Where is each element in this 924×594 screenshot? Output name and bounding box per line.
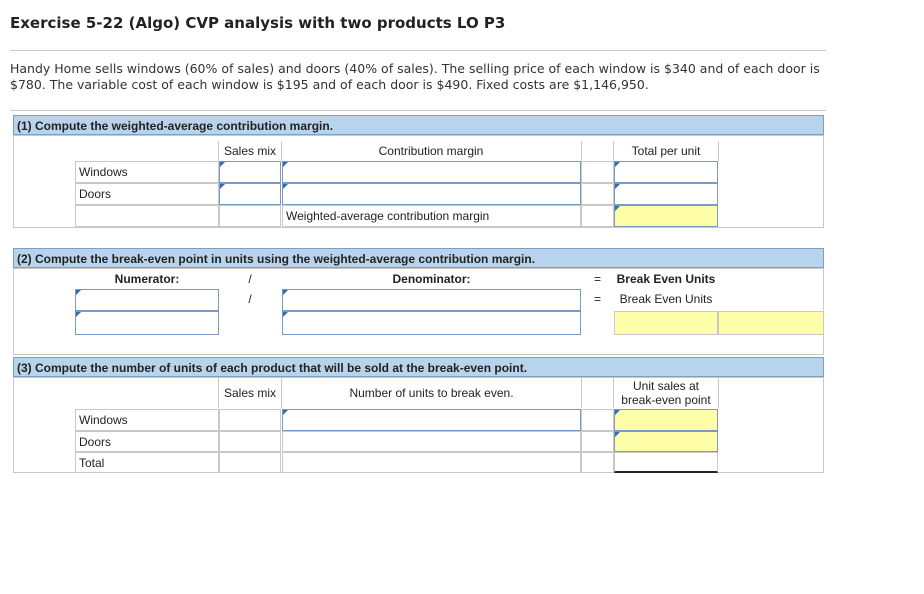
slash: / [248, 272, 252, 286]
doors-sales-mix-input[interactable] [219, 183, 281, 205]
row-label-windows: Windows [75, 409, 219, 431]
break-even-units-extra [718, 311, 824, 335]
row-label-total: Total [75, 452, 219, 473]
windows-units-input[interactable] [282, 409, 581, 431]
part2-header: (2) Compute the break-even point in units using the weighted-average contribution margin. [13, 248, 824, 268]
denominator-value-input[interactable] [282, 311, 581, 335]
wacm-label: Weighted-average contribution margin [282, 205, 581, 227]
divider [10, 110, 826, 111]
break-even-units-label: Break Even Units [619, 292, 713, 306]
windows-sales-mix-input[interactable] [219, 161, 281, 183]
part1-header: (1) Compute the weighted-average contribution margin. [13, 115, 824, 135]
denominator-label: Denominator: [392, 272, 471, 286]
part3-header: (3) Compute the number of units of each product that will be sold at the break-even point. [13, 357, 824, 377]
slash: / [248, 292, 252, 306]
windows-contribution-margin-input[interactable] [282, 161, 581, 183]
row-label-doors: Doors [75, 431, 219, 452]
equals-sign: = [593, 292, 601, 306]
denominator-label-input[interactable] [282, 289, 581, 311]
col-sales-mix: Sales mix [223, 386, 276, 400]
wacm-total-input[interactable] [614, 205, 718, 227]
break-even-units-result [614, 311, 718, 335]
windows-unit-sales-input[interactable] [614, 409, 718, 431]
doors-contribution-margin-input[interactable] [282, 183, 581, 205]
numerator-value-input[interactable] [75, 311, 219, 335]
col-unit-sales-line2: break-even point [621, 393, 711, 407]
col-unit-sales [614, 378, 718, 408]
col-unit-sales-line1: Unit sales at [632, 379, 700, 393]
divider [10, 50, 826, 51]
col-total-per-unit: Total per unit [631, 144, 701, 158]
col-units-to-break-even: Number of units to break even. [349, 386, 514, 400]
col-contribution-margin: Contribution margin [378, 144, 484, 158]
doors-total-per-unit-input[interactable] [614, 183, 718, 205]
page-title: Exercise 5-22 (Algo) CVP analysis with two products LO P3 [10, 14, 506, 32]
total-unit-sales [614, 452, 718, 473]
doors-unit-sales-input[interactable] [614, 431, 718, 452]
row-label-doors: Doors [75, 183, 219, 205]
col-sales-mix: Sales mix [223, 144, 276, 158]
break-even-units-header: Break Even Units [616, 272, 716, 286]
numerator-label-input[interactable] [75, 289, 219, 311]
numerator-label: Numerator: [114, 272, 180, 286]
problem-statement: Handy Home sells windows (60% of sales) and doors (40% of sales). The selling price of each window is $340 and of each door is $780. The variable cost of each window is $195 and of each door is $490. Fixed costs are $1,146,950. [10, 61, 820, 92]
row-label-windows: Windows [75, 161, 219, 183]
equals-sign: = [593, 272, 601, 286]
windows-total-per-unit-input[interactable] [614, 161, 718, 183]
